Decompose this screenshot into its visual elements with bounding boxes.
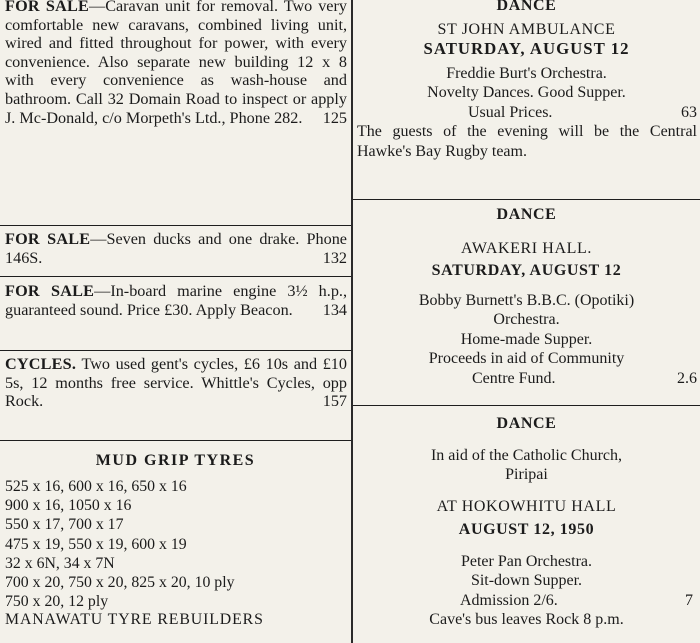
dance-orchestra: Freddie Burt's Orchestra. [446, 64, 607, 82]
divider [0, 440, 351, 441]
dance-supper: Sit-down Supper. [470, 572, 583, 589]
tyre-sizes-line: 900 x 16, 1050 x 16 [5, 497, 132, 515]
ad-code: 132 [322, 248, 347, 267]
ad-heading: CYCLES. [5, 355, 77, 373]
hokowhitu-dance-ad [353, 414, 700, 630]
dance-prices: Usual Prices. [468, 103, 553, 121]
tyre-sizes-line: 32 x 6N, 34 x 7N [5, 554, 115, 572]
ad-heading: FOR SALE [5, 0, 89, 15]
dance-admission-line [353, 591, 700, 611]
awakeri-dance-ad [353, 205, 700, 388]
divider [353, 405, 700, 406]
ad-heading: FOR SALE [5, 282, 95, 300]
dance-date: AUGUST 12, 1950 [458, 521, 595, 538]
dance-title: DANCE [496, 206, 557, 223]
tyre-sizes-line: 700 x 20, 750 x 20, 825 x 20, 10 ply [5, 574, 235, 592]
dance-bus: Cave's bus leaves Rock 8 p.m. [429, 611, 624, 628]
dance-venue: AWAKERI HALL. [461, 239, 592, 257]
mud-grip-tyres-ad [0, 452, 351, 629]
ad-body: Two used gent's cycles, £6 10s and £10 5s, 12 months free service. Whittle's Cycles, opp Rock. [5, 355, 347, 411]
dance-orchestra: Peter Pan Orchestra. [460, 552, 593, 570]
divider [353, 199, 700, 200]
dance-organiser: ST JOHN AMBULANCE [437, 20, 616, 38]
ad-body: —In-board marine engine 3½ h.p., guaranteed sound. Price £30. Apply Beacon. [5, 282, 348, 319]
dance-fund-line [353, 369, 700, 389]
tyre-sizes-line: 550 x 17, 700 x 17 [5, 516, 124, 534]
dance-details: Novelty Dances. Good Supper. [427, 84, 626, 101]
ad-body: —Seven ducks and one drake. Phone 146S. [5, 230, 347, 267]
ad-code: 125 [322, 108, 347, 127]
divider [0, 350, 351, 351]
tyres-advertiser: MANAWATU TYRE REBUILDERS [5, 611, 264, 629]
dance-date: SATURDAY, AUGUST 12 [431, 262, 622, 279]
divider [0, 276, 351, 277]
ducks-ad [0, 230, 351, 267]
dance-prices-line [353, 103, 700, 123]
dance-fund: Centre Fund. [472, 369, 556, 387]
ad-heading: FOR SALE [5, 230, 91, 248]
dance-proceeds: Proceeds in aid of Community [428, 350, 625, 367]
ad-body: —Caravan unit for removal. Two very comfortable new caravans, combined living unit, wired and fitted throughout for power, with every convenience. Also separate new building 12 x 8 with every convenience as wash-house and bathroom. Call 32 Domain Road to inspect or apply J. Mc-Donald, c/o Morpeth's Ltd., Phone 282. [5, 0, 347, 127]
dance-date: SATURDAY, AUGUST 12 [423, 39, 630, 58]
tyre-sizes-line: 525 x 16, 600 x 16, 650 x 16 [5, 478, 187, 495]
ad-code: 7 [685, 591, 693, 609]
dance-title: DANCE [496, 415, 557, 432]
dance-admission: Admission 2/6. [460, 591, 558, 609]
dance-title: DANCE [496, 0, 557, 14]
ad-code: 63 [681, 103, 697, 121]
st-john-dance-ad [353, 0, 700, 161]
tyre-sizes-line: 475 x 19, 550 x 19, 600 x 19 [5, 535, 187, 553]
marine-engine-ad [0, 282, 351, 319]
dance-venue: AT HOKOWHITU HALL [436, 497, 617, 515]
dance-orchestra: Bobby Burnett's B.B.C. (Opotiki) [418, 291, 635, 309]
dance-cause-place: Piripai [505, 466, 548, 483]
ad-code: 2.6 [677, 369, 697, 387]
ad-code: 134 [322, 300, 347, 319]
dance-guests-note: The guests of the evening will be the Central Hawke's Bay Rugby team. [357, 123, 697, 160]
cycles-ad [0, 355, 351, 411]
caravan-ad [0, 0, 351, 127]
dance-supper: Home-made Supper. [460, 330, 593, 348]
tyres-title: MUD GRIP TYRES [95, 452, 256, 469]
divider [0, 225, 351, 226]
dance-orchestra-cont: Orchestra. [493, 311, 560, 328]
tyre-sizes-line: 750 x 20, 12 ply [5, 593, 109, 611]
dance-cause: In aid of the Catholic Church, [430, 446, 623, 464]
ad-code: 157 [322, 392, 347, 411]
